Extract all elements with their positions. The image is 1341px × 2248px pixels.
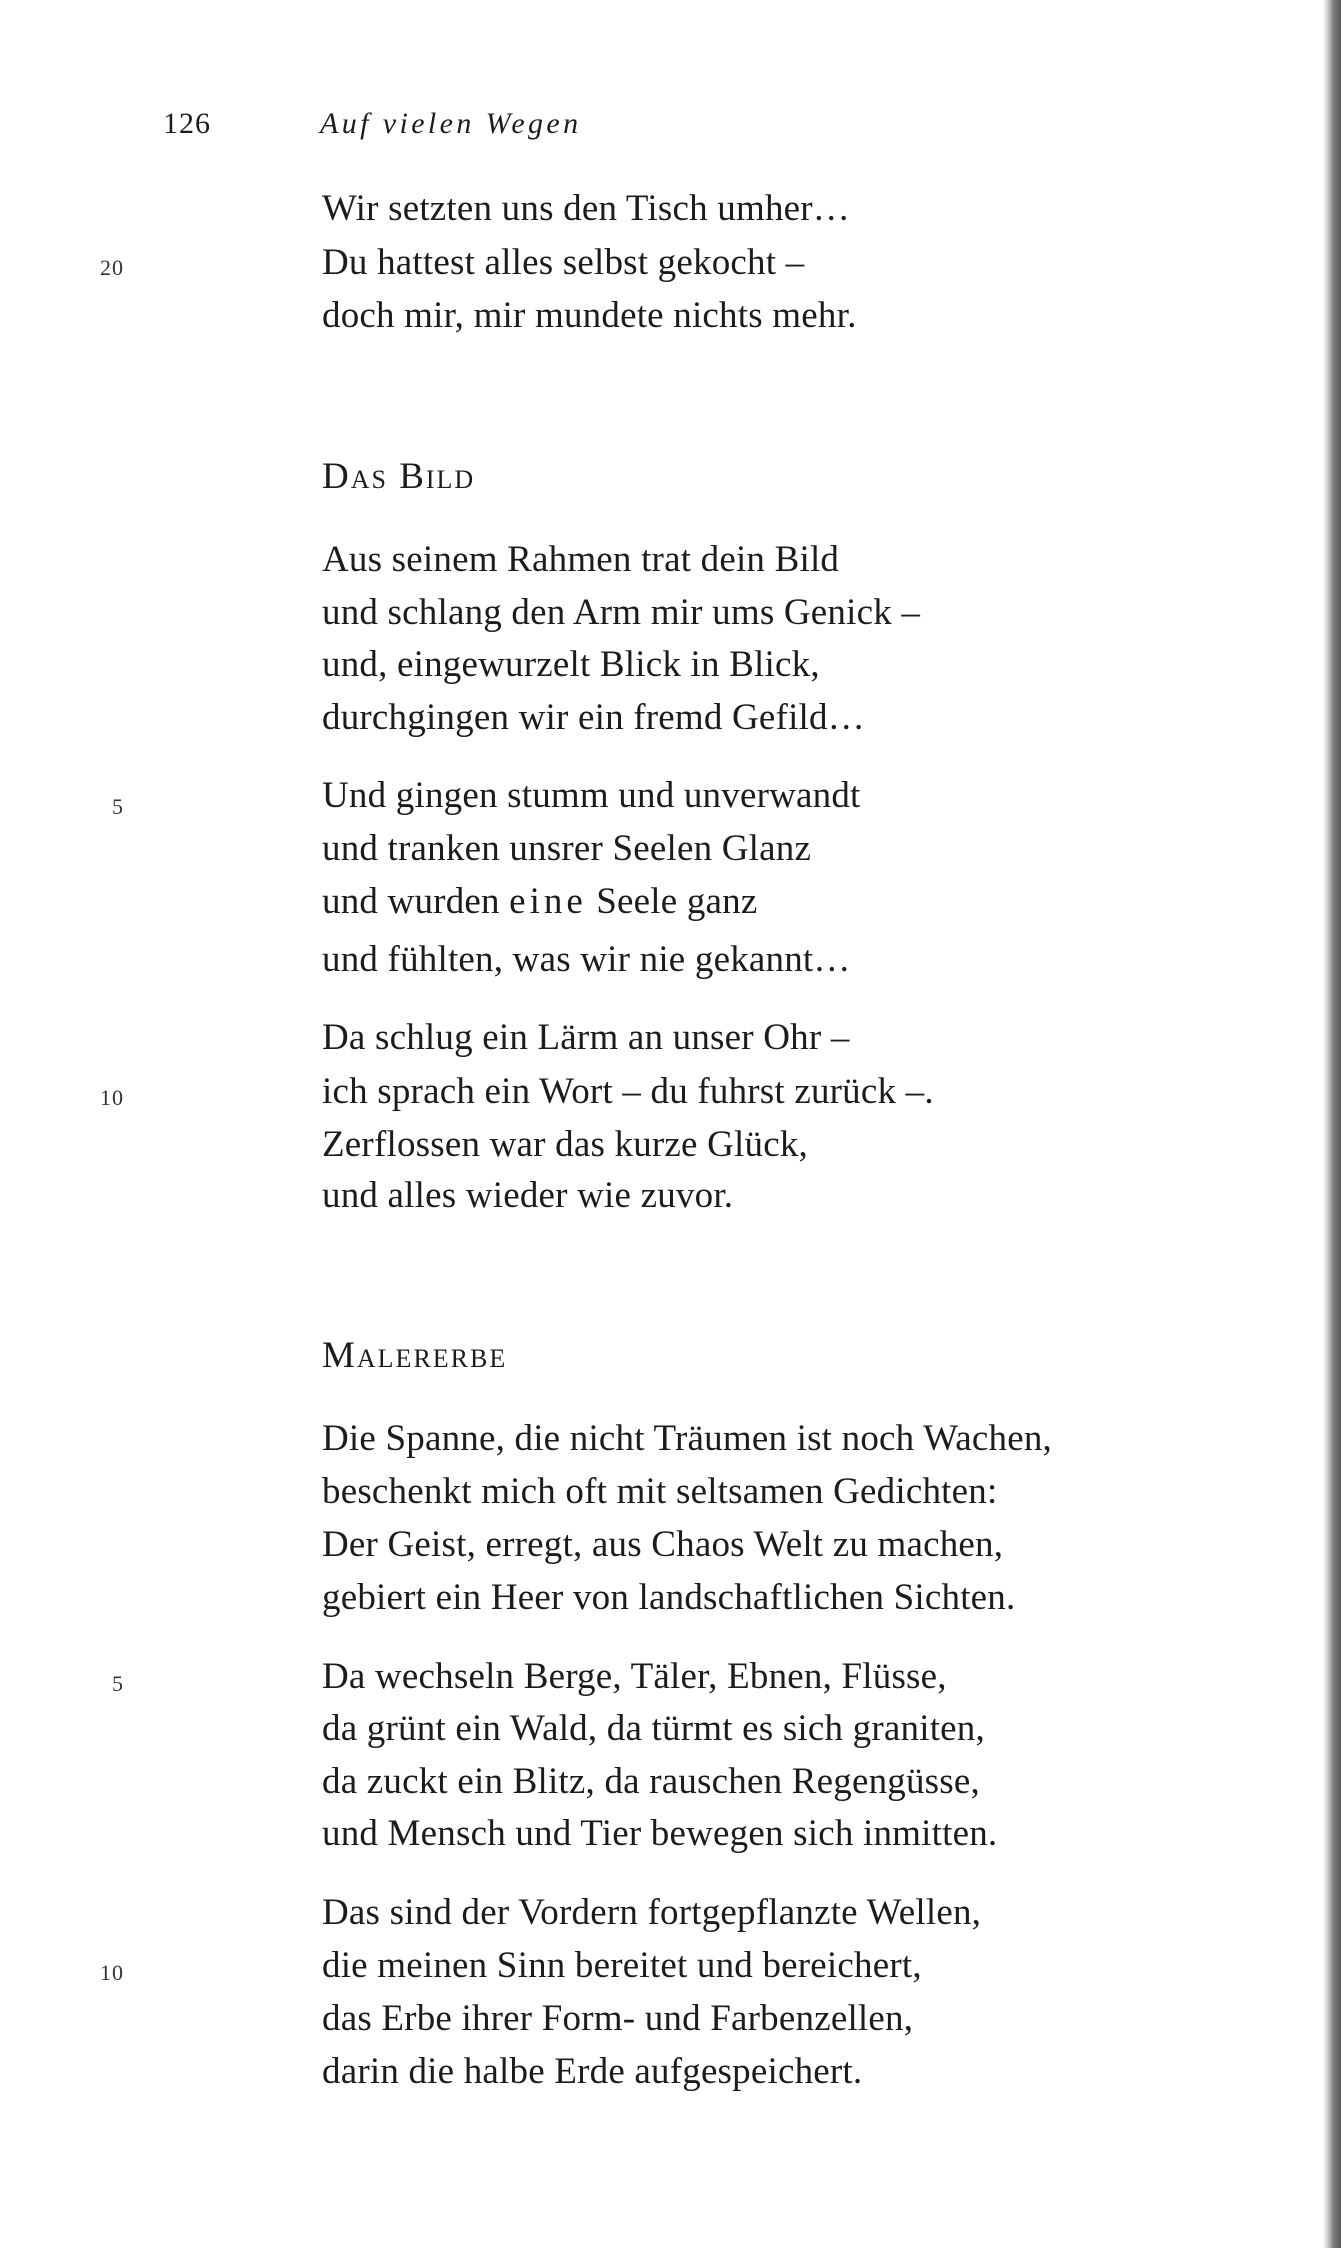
verse-line: und tranken unsrer Seelen Glanz bbox=[322, 828, 812, 869]
poem-title: Malererbe bbox=[322, 1335, 508, 1376]
line-number: 10 bbox=[100, 1960, 124, 1985]
verse-line: Du hattest alles selbst gekocht – bbox=[322, 242, 805, 283]
verse-line: das Erbe ihrer Form- und Farbenzellen, bbox=[322, 1998, 914, 2039]
verse-line: und Mensch und Tier bewegen sich inmitten. bbox=[322, 1813, 998, 1854]
verse-line: Zerflossen war das kurze Glück, bbox=[322, 1124, 808, 1165]
page-edge-shadow bbox=[1323, 0, 1341, 2248]
verse-line: durchgingen wir ein fremd Gefild… bbox=[322, 697, 865, 738]
verse-line: da grünt ein Wald, da türmt es sich graniten, bbox=[322, 1708, 985, 1749]
poem-title: Das Bild bbox=[322, 456, 476, 497]
verse-line: Da schlug ein Lärm an unser Ohr – bbox=[322, 1017, 850, 1058]
verse-line: Und gingen stumm und unverwandt bbox=[322, 775, 861, 816]
verse-text: Seele ganz bbox=[586, 881, 758, 922]
verse-line: und schlang den Arm mir ums Genick – bbox=[322, 592, 921, 633]
verse-line: Wir setzten uns den Tisch umher… bbox=[322, 188, 850, 229]
running-title: Auf vielen Wegen bbox=[320, 107, 582, 140]
verse-line: Da wechseln Berge, Täler, Ebnen, Flüsse, bbox=[322, 1656, 947, 1697]
verse-line: beschenkt mich oft mit seltsamen Gedichten: bbox=[322, 1471, 998, 1512]
line-number: 5 bbox=[112, 1671, 124, 1696]
verse-line bbox=[322, 883, 757, 920]
line-number: 20 bbox=[100, 255, 124, 280]
page-number: 126 bbox=[163, 107, 211, 140]
verse-line: und, eingewurzelt Blick in Blick, bbox=[322, 644, 820, 685]
verse-text: und wurden bbox=[322, 881, 510, 922]
verse-line: doch mir, mir mundete nichts mehr. bbox=[322, 295, 857, 336]
line-number: 5 bbox=[112, 794, 124, 819]
verse-line: da zuckt ein Blitz, da rauschen Regengüsse, bbox=[322, 1761, 980, 1802]
verse-line: ich sprach ein Wort – du fuhrst zurück –. bbox=[322, 1071, 934, 1112]
verse-line: und alles wieder wie zuvor. bbox=[322, 1175, 734, 1216]
verse-line: gebiert ein Heer von landschaftlichen Sichten. bbox=[322, 1577, 1016, 1618]
verse-line: die meinen Sinn bereitet und bereichert, bbox=[322, 1945, 922, 1986]
line-number: 10 bbox=[100, 1085, 124, 1110]
verse-line: darin die halbe Erde aufgespeichert. bbox=[322, 2051, 863, 2092]
verse-line: und fühlten, was wir nie gekannt… bbox=[322, 939, 851, 980]
verse-line: Das sind der Vordern fortgepflanzte Wellen, bbox=[322, 1892, 982, 1933]
verse-line: Die Spanne, die nicht Träumen ist noch Wachen, bbox=[322, 1418, 1052, 1459]
verse-line: Aus seinem Rahmen trat dein Bild bbox=[322, 539, 840, 580]
verse-line: Der Geist, erregt, aus Chaos Welt zu machen, bbox=[322, 1524, 1004, 1565]
emphasized-word: eine bbox=[509, 881, 587, 922]
